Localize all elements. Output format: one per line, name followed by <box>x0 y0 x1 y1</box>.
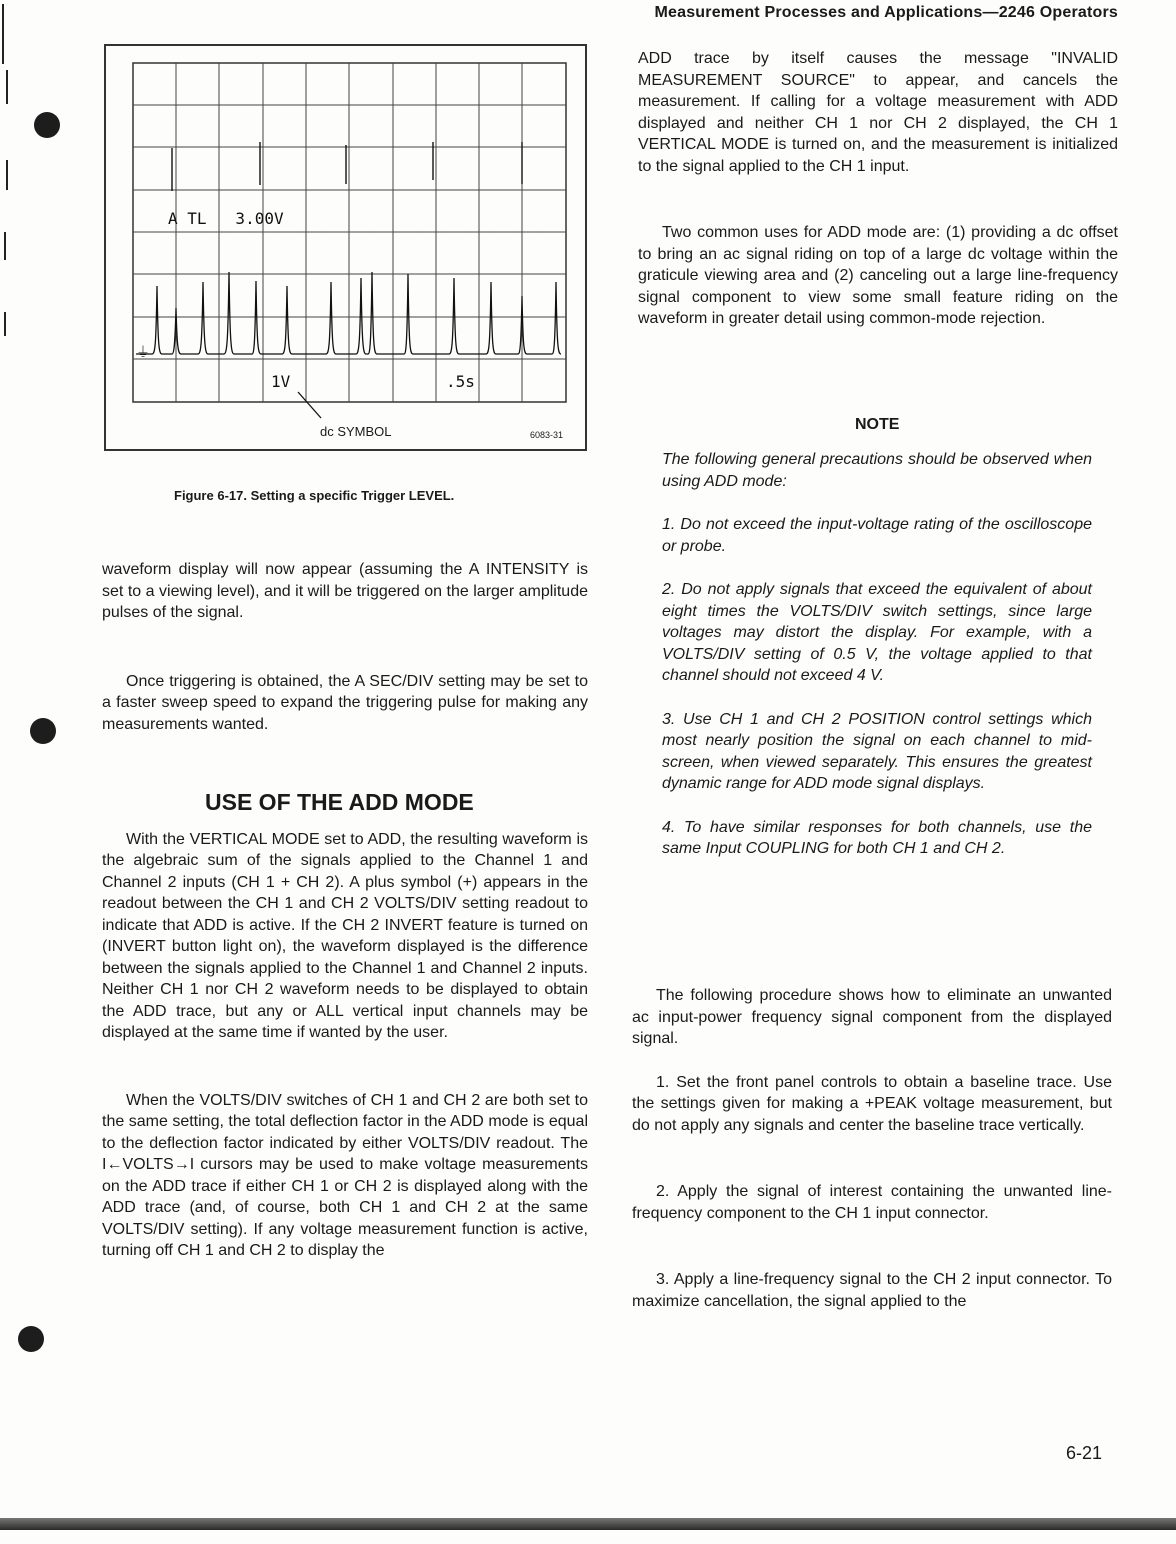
left-column <box>102 559 588 1262</box>
note-title: NOTE <box>855 416 900 433</box>
paragraph: Once triggering is obtained, the A SEC/DIV setting may be set to a faster sweep speed to expand the triggering pulse for making any measurements wanted. <box>102 672 588 733</box>
procedure-step: 1. Set the front panel controls to obtain a baseline trace. Use the settings given for making a +PEAK voltage measurement, but do not apply any signals and center the baseline trace vertically. <box>632 1073 1112 1134</box>
procedure-step: 3. Apply a line-frequency signal to the CH 2 input connector. To maximize cancellation, the signal applied to the <box>632 1271 1112 1310</box>
paragraph: ADD trace by itself causes the message "INVALID MEASUREMENT SOURCE" to appear, and cancels the measurement. If calling for a voltage measurement with ADD displayed and neither CH 1 nor CH 2 displayed, the CH 1 VERTICAL MODE is turned on, and the measurement is initialized to the signal applied to the CH 1 input. <box>638 50 1118 175</box>
binder-hole-bottom <box>18 1326 44 1352</box>
procedure-step: 2. Apply the signal of interest containing the unwanted line-frequency component to the CH 1 input connector. <box>632 1183 1112 1222</box>
binder-hole-top <box>34 112 60 138</box>
note-intro: The following general precautions should be observed when using ADD mode: <box>662 451 1092 490</box>
oscilloscope-graticule <box>106 46 585 449</box>
figure-oscilloscope-display <box>104 44 587 451</box>
paragraph: Two common uses for ADD mode are: (1) providing a dc offset to bring an ac signal riding on top of a large dc voltage within the graticule viewing area and (2) canceling out a large line-frequency signal component to view some small feature riding on the waveform in greater detail using common-mode rejection. <box>638 224 1118 327</box>
paragraph: With the VERTICAL MODE set to ADD, the resulting waveform is the algebraic sum of the signals applied to the Channel 1 and Channel 2 inputs (CH 1 + CH 2). A plus symbol (+) appears in the readout between the CH 1 and CH 2 VOLTS/DIV setting readout to indicate that ADD is active. If the CH 2 INVERT feature is turned on (INVERT button light on), the waveform displayed is the difference between the signals applied to the Channel 1 and Channel 2 inputs. Neither CH 1 nor CH 2 waveform needs to be displayed to obtain the ADD trace, but any or ALL vertical input channels may be displayed at the same time if wanted by the user. <box>102 830 588 1041</box>
figure-caption: Figure 6-17. Setting a specific Trigger LEVEL. <box>174 488 455 503</box>
paragraph: waveform display will now appear (assuming the A INTENSITY is set to a viewing level), and it will be triggered on the larger amplitude pulses of the signal. <box>102 561 588 621</box>
margin-mark <box>2 4 4 64</box>
paragraph: When the VOLTS/DIV switches of CH 1 and CH 2 are both set to the same setting, the total deflection factor in the ADD mode is equal to the deflection factor indicated by either VOLTS/DIV readout. The I←VOLTS→I cursors may be used to make voltage measurements on the ADD trace if either CH 1 or CH 2 is displayed along with the ADD trace (and, of course, both CH 1 and CH 2 at the same VOLTS/DIV setting). If any voltage measurement function is active, turning off CH 1 and CH 2 to display the <box>102 1091 588 1259</box>
note-item: 1. Do not exceed the input-voltage rating of the oscilloscope or probe. <box>662 516 1092 555</box>
running-header: Measurement Processes and Applications—2246 Operators <box>654 4 1118 21</box>
margin-mark <box>6 160 8 190</box>
ground-symbol-icon: ⏚ <box>136 345 150 361</box>
margin-mark <box>4 232 6 260</box>
section-heading: USE OF THE ADD MODE <box>205 789 474 815</box>
note-item: 2. Do not apply signals that exceed the equivalent of about eight times the VOLTS/DIV switch settings, since large voltages may distort the display. For example, with a VOLTS/DIV setting of 0.5 V, the voltage applied to that channel should not exceed 4 V. <box>662 581 1092 684</box>
scan-edge <box>0 1518 1176 1530</box>
readout-top: A TL 3.00V <box>168 209 284 228</box>
margin-mark <box>6 70 8 104</box>
figure-id: 6083-31 <box>530 430 564 440</box>
page-number: 6-21 <box>1066 1443 1103 1463</box>
binder-hole-middle <box>30 718 56 744</box>
margin-mark <box>4 312 6 336</box>
note-block <box>662 449 1092 860</box>
readout-volts-div: 1V <box>271 372 291 391</box>
paragraph: The following procedure shows how to eliminate an unwanted ac input-power frequency signal component from the displayed signal. <box>632 987 1112 1047</box>
note-item: 4. To have similar responses for both channels, use the same Input COUPLING for both CH 1 and CH 2. <box>662 818 1092 857</box>
readout-sec-div: .5s <box>446 372 475 391</box>
callout-label: dc SYMBOL <box>320 424 392 439</box>
right-column <box>638 48 1118 330</box>
procedure-block <box>632 985 1112 1312</box>
note-item: 3. Use CH 1 and CH 2 POSITION control settings which most nearly position the signal on each channel to mid-screen, when viewed separately. This ensures the greatest dynamic range for ADD mode signal displays. <box>662 710 1092 792</box>
